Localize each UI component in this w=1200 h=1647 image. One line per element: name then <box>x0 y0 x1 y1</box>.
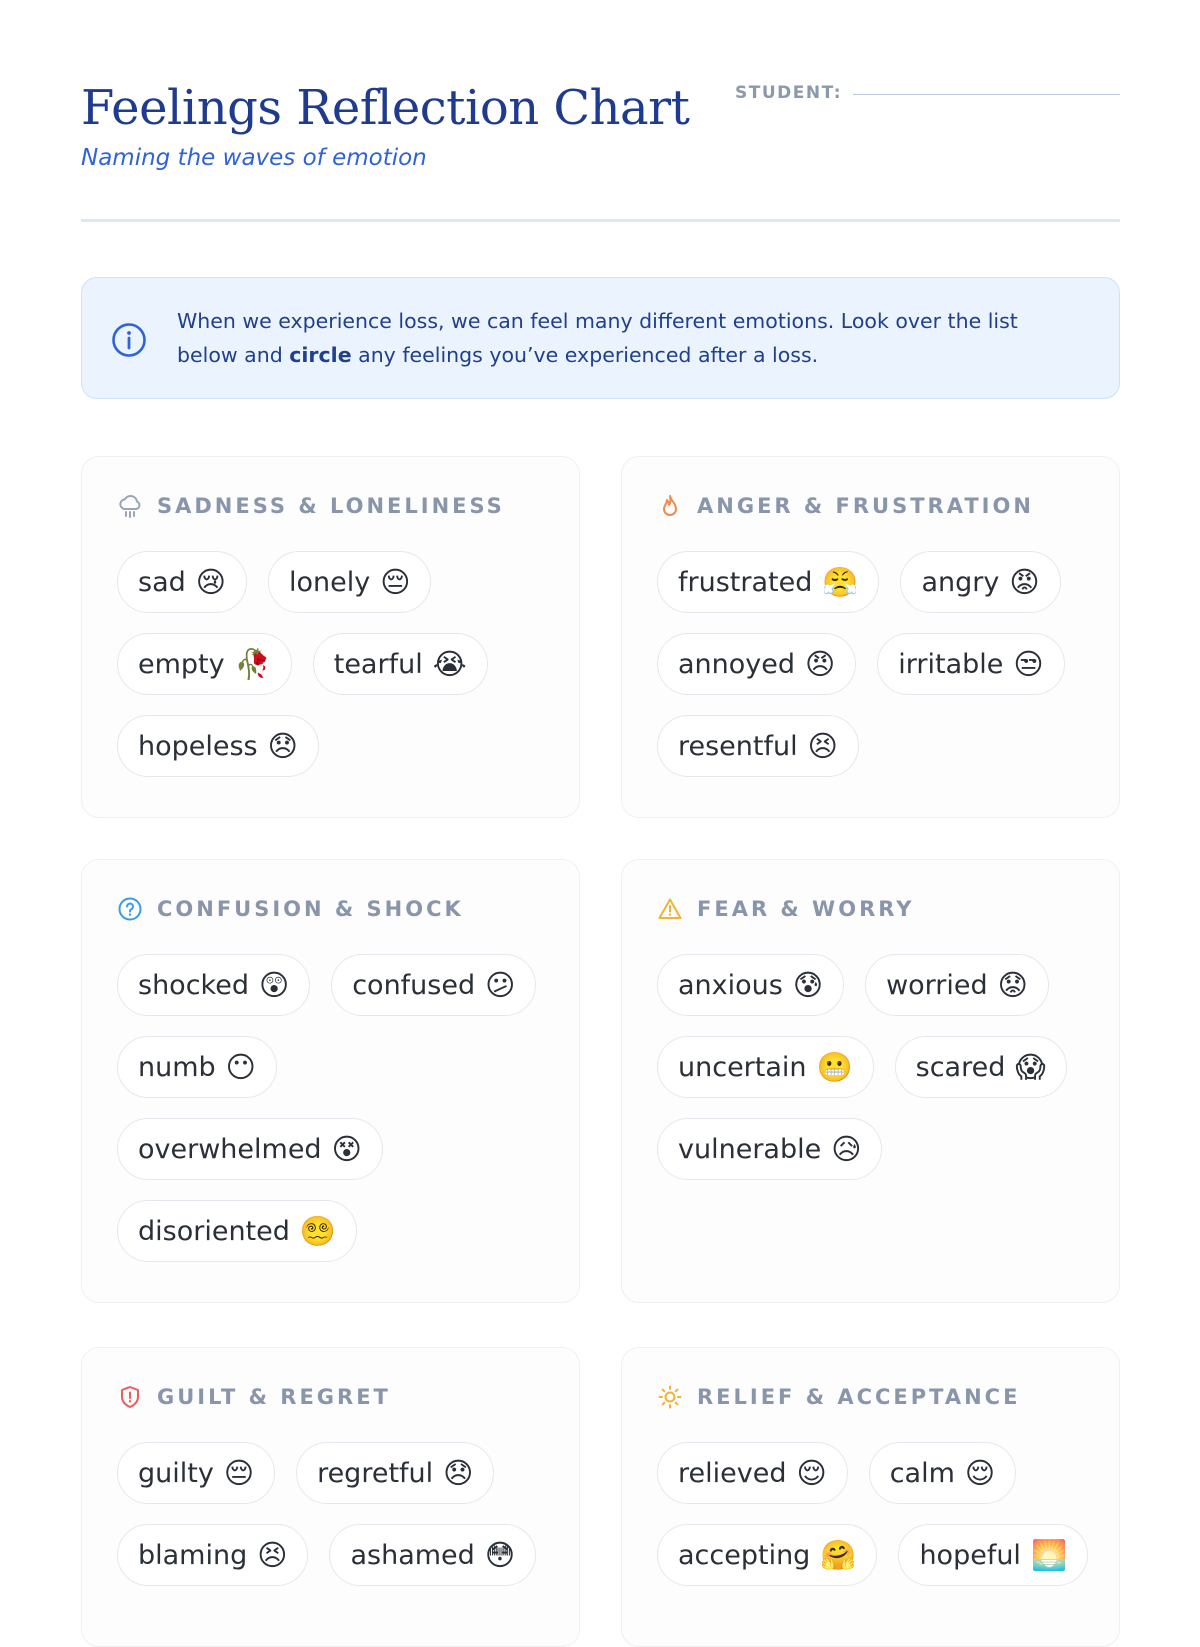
student-label: STUDENT: <box>735 83 843 103</box>
rain-cloud-icon <box>117 493 143 519</box>
category-card-fear <box>621 859 1120 1303</box>
feeling-chip-ashamed[interactable]: ashamed 😳 <box>329 1524 536 1586</box>
wilted-rose-icon: 🥀 <box>234 646 271 681</box>
feeling-chip-shocked[interactable]: shocked 😲 <box>117 954 310 1016</box>
unamused-emoji-icon: 😒 <box>1013 646 1044 681</box>
feelings-chart-page <box>81 0 1120 1572</box>
feeling-chip-worried[interactable]: worried 😟 <box>865 954 1049 1016</box>
question-circle-icon <box>117 896 143 922</box>
header-divider <box>81 219 1120 222</box>
relieved-emoji-icon: 😌 <box>964 1455 996 1490</box>
instructions-text: When we experience loss, we can feel many different emotions. Look over the list below and circle any feelings you’ve experienced after a loss. <box>177 309 1018 367</box>
pensive-emoji-icon: 😔 <box>223 1455 255 1490</box>
flushed-emoji-icon: 😳 <box>484 1537 516 1572</box>
spiral-eyes-emoji-icon: 😵‍💫 <box>299 1213 336 1248</box>
student-name-line[interactable] <box>853 94 1120 95</box>
grimacing-emoji-icon: 😬 <box>816 1049 853 1084</box>
category-title: ANGER & FRUSTRATION <box>697 494 1034 518</box>
anxious-sweat-emoji-icon: 😰 <box>792 967 824 1002</box>
feeling-chip-blaming[interactable]: blaming 😣 <box>117 1524 308 1586</box>
feeling-chip-disoriented[interactable]: disoriented 😵‍💫 <box>117 1200 357 1262</box>
feeling-chip-relieved[interactable]: relieved 😌 <box>657 1442 848 1504</box>
page-subtitle: Naming the waves of emotion <box>81 145 427 171</box>
feeling-chip-guilty[interactable]: guilty 😔 <box>117 1442 275 1504</box>
flame-icon <box>657 493 683 519</box>
feeling-chip-regretful[interactable]: regretful 😞 <box>296 1442 494 1504</box>
sad-emoji-icon: 😢 <box>195 564 226 599</box>
page-title: Feelings Reflection Chart <box>81 80 690 136</box>
category-card-relief <box>621 1347 1120 1647</box>
persevering-emoji-icon: 😣 <box>807 728 838 763</box>
category-title: RELIEF & ACCEPTANCE <box>697 1385 1021 1409</box>
feeling-chip-accepting[interactable]: accepting 🤗 <box>657 1524 877 1586</box>
feeling-chip-lonely[interactable]: lonely 😔 <box>268 551 431 613</box>
feeling-chip-hopeful[interactable]: hopeful 🌅 <box>898 1524 1088 1586</box>
feeling-chip-calm[interactable]: calm 😌 <box>869 1442 1016 1504</box>
pensive-emoji-icon: 😔 <box>380 564 411 599</box>
feeling-chip-uncertain[interactable]: uncertain 😬 <box>657 1036 874 1098</box>
category-card-anger <box>621 456 1120 818</box>
feeling-chip-angry[interactable]: angry 😡 <box>900 551 1060 613</box>
category-title: CONFUSION & SHOCK <box>157 897 464 921</box>
shield-alert-icon <box>117 1384 143 1410</box>
confused-emoji-icon: 😕 <box>485 967 516 1002</box>
hugging-emoji-icon: 🤗 <box>820 1537 857 1572</box>
steam-face-emoji-icon: 😤 <box>822 564 859 599</box>
persevering-emoji-icon: 😣 <box>257 1537 288 1572</box>
angry-emoji-icon: 😠 <box>805 646 836 681</box>
header <box>81 0 1120 225</box>
feeling-chip-scared[interactable]: scared 😱 <box>895 1036 1067 1098</box>
dizzy-face-emoji-icon: 😵 <box>331 1131 362 1166</box>
category-title: SADNESS & LONELINESS <box>157 494 505 518</box>
student-name-field[interactable] <box>735 83 1120 107</box>
relieved-emoji-icon: 😌 <box>796 1455 827 1490</box>
feeling-chip-resentful[interactable]: resentful 😣 <box>657 715 859 777</box>
feeling-chip-irritable[interactable]: irritable 😒 <box>877 633 1064 695</box>
worried-emoji-icon: 😟 <box>997 967 1028 1002</box>
category-title: FEAR & WORRY <box>697 897 915 921</box>
feeling-chip-numb[interactable]: numb 😶 <box>117 1036 277 1098</box>
feeling-chip-frustrated[interactable]: frustrated 😤 <box>657 551 879 613</box>
disappointed-emoji-icon: 😞 <box>443 1455 474 1490</box>
feeling-chip-confused[interactable]: confused 😕 <box>331 954 536 1016</box>
feeling-chip-overwhelmed[interactable]: overwhelmed 😵 <box>117 1118 383 1180</box>
category-card-guilt <box>81 1347 580 1647</box>
info-callout <box>81 277 1120 399</box>
no-mouth-emoji-icon: 😶 <box>225 1049 256 1084</box>
category-card-confusion <box>81 859 580 1303</box>
screaming-emoji-icon: 😱 <box>1015 1049 1046 1084</box>
feeling-chip-anxious[interactable]: anxious 😰 <box>657 954 844 1016</box>
feeling-chip-annoyed[interactable]: annoyed 😠 <box>657 633 856 695</box>
sun-icon <box>657 1384 683 1410</box>
feeling-chip-empty[interactable]: empty 🥀 <box>117 633 292 695</box>
pouting-emoji-icon: 😡 <box>1009 564 1040 599</box>
circle-emphasis: circle <box>289 343 352 367</box>
info-icon <box>110 321 148 359</box>
category-title: GUILT & REGRET <box>157 1385 391 1409</box>
feeling-chip-tearful[interactable]: tearful 😭 <box>313 633 488 695</box>
disappointed-emoji-icon: 😞 <box>267 728 298 763</box>
feeling-chip-sad[interactable]: sad 😢 <box>117 551 247 613</box>
feeling-chip-hopeless[interactable]: hopeless 😞 <box>117 715 319 777</box>
sad-relieved-emoji-icon: 😥 <box>831 1131 862 1166</box>
category-card-sadness <box>81 456 580 818</box>
warning-triangle-icon <box>657 896 683 922</box>
astonished-emoji-icon: 😲 <box>258 967 290 1002</box>
crying-emoji-icon: 😭 <box>432 646 467 681</box>
feeling-chip-vulnerable[interactable]: vulnerable 😥 <box>657 1118 882 1180</box>
sunrise-icon: 🌅 <box>1030 1537 1068 1572</box>
